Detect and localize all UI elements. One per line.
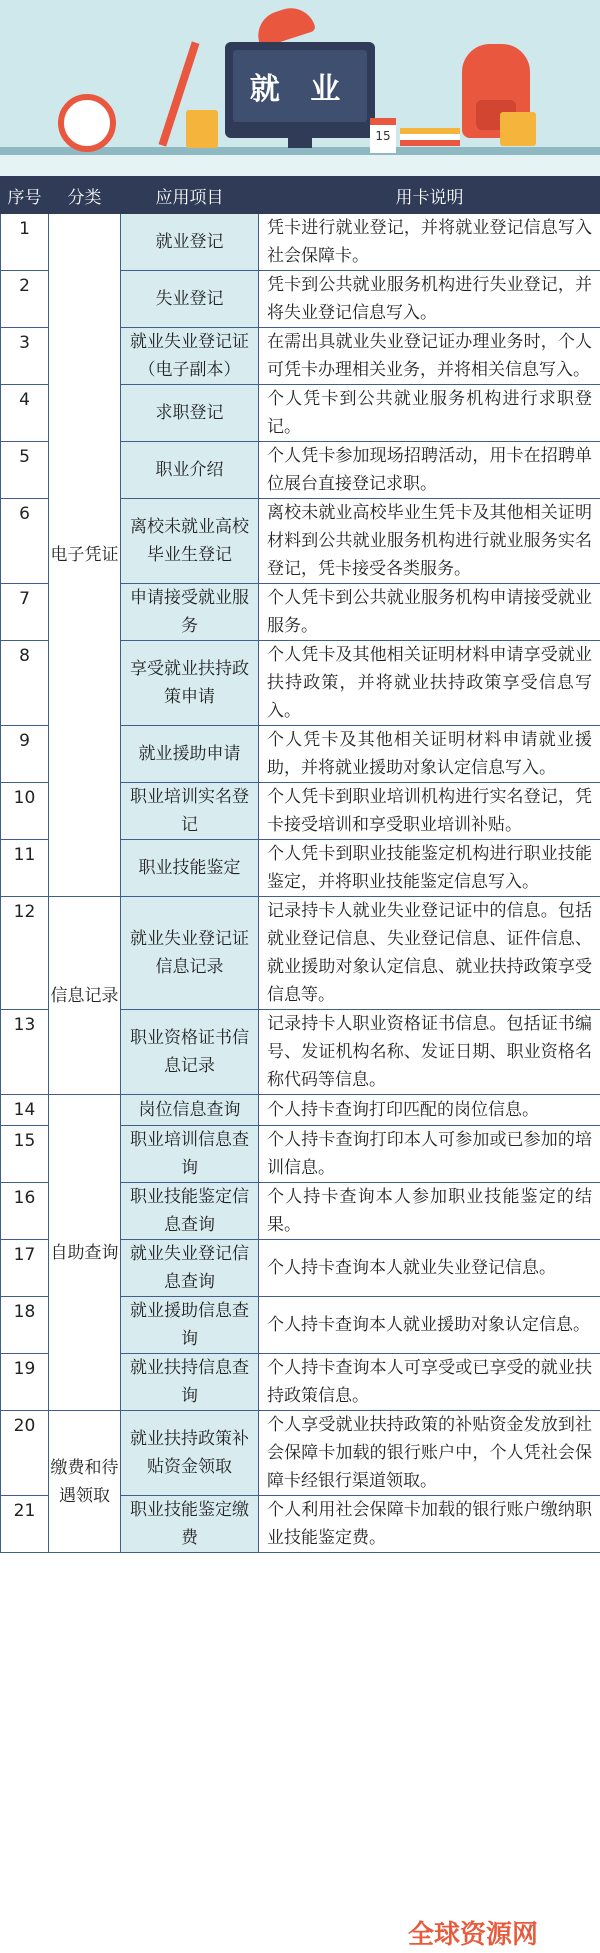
books-icon — [400, 128, 460, 146]
row-number: 6 — [1, 499, 49, 584]
usage-description: 个人持卡查询本人就业援助对象认定信息。 — [259, 1297, 600, 1354]
usage-description: 个人凭卡到职业培训机构进行实名登记，凭卡接受培训和享受职业培训补贴。 — [259, 783, 600, 840]
usage-description: 个人持卡查询本人就业失业登记信息。 — [259, 1240, 600, 1297]
watermark: 全球资源网 — [408, 1920, 539, 1950]
usage-description: 个人凭卡参加现场招聘活动，用卡在招聘单位展台直接登记求职。 — [259, 442, 600, 499]
header-no: 序号 — [1, 177, 49, 214]
usage-description: 个人持卡查询打印本人可参加或已参加的培训信息。 — [259, 1126, 600, 1183]
table-row — [1, 1095, 600, 1126]
row-number: 3 — [1, 328, 49, 385]
usage-description: 个人凭卡及其他相关证明材料申请就业援助，并将就业援助对象认定信息写入。 — [259, 726, 600, 783]
row-number: 2 — [1, 271, 49, 328]
application-item: 职业技能鉴定 — [121, 840, 259, 897]
usage-description: 离校未就业高校毕业生凭卡及其他相关证明材料到公共就业服务机构进行就业服务实名登记，凭卡接受各类服务。 — [259, 499, 600, 584]
application-item: 就业援助申请 — [121, 726, 259, 783]
calendar-icon: 15 — [370, 118, 396, 153]
category-cell: 电子凭证 — [49, 214, 121, 897]
application-item: 就业援助信息查询 — [121, 1297, 259, 1354]
row-number: 21 — [1, 1496, 49, 1553]
row-number: 17 — [1, 1240, 49, 1297]
banner-title: 就 业 — [249, 72, 351, 107]
mug-icon — [500, 112, 536, 146]
table-row — [1, 1411, 600, 1496]
header-item: 应用项目 — [121, 177, 259, 214]
usage-description: 记录持卡人就业失业登记证中的信息。包括就业登记信息、失业登记信息、证件信息、就业援助对象认定信息、就业扶持政策享受信息等。 — [259, 897, 600, 1010]
monitor-screen — [233, 50, 367, 122]
row-number: 10 — [1, 783, 49, 840]
row-number: 16 — [1, 1183, 49, 1240]
category-cell: 缴费和待遇领取 — [49, 1411, 121, 1553]
row-number: 14 — [1, 1095, 49, 1126]
usage-description: 个人凭卡到公共就业服务机构申请接受就业服务。 — [259, 584, 600, 641]
application-item: 享受就业扶持政策申请 — [121, 641, 259, 726]
application-item: 职业资格证书信息记录 — [121, 1010, 259, 1095]
row-number: 9 — [1, 726, 49, 783]
usage-description: 个人凭卡到职业技能鉴定机构进行职业技能鉴定，并将职业技能鉴定信息写入。 — [259, 840, 600, 897]
application-item: 职业技能鉴定缴费 — [121, 1496, 259, 1553]
application-item: 失业登记 — [121, 271, 259, 328]
category-cell: 信息记录 — [49, 897, 121, 1095]
monitor-stand — [288, 138, 312, 148]
desk-surface — [0, 155, 600, 176]
banner-illustration — [0, 0, 600, 176]
usage-description: 记录持卡人职业资格证书信息。包括证书编号、发证机构名称、发证日期、职业资格名称代码等信息。 — [259, 1010, 600, 1095]
usage-description: 个人持卡查询打印匹配的岗位信息。 — [259, 1095, 600, 1126]
application-item: 就业扶持政策补贴资金领取 — [121, 1411, 259, 1496]
usage-description: 个人持卡查询本人参加职业技能鉴定的结果。 — [259, 1183, 600, 1240]
table-body — [1, 214, 600, 1553]
row-number: 13 — [1, 1010, 49, 1095]
application-item: 职业技能鉴定信息查询 — [121, 1183, 259, 1240]
row-number: 19 — [1, 1354, 49, 1411]
application-item: 职业培训实名登记 — [121, 783, 259, 840]
row-number: 20 — [1, 1411, 49, 1496]
category-cell: 自助查询 — [49, 1095, 121, 1411]
row-number: 15 — [1, 1126, 49, 1183]
usage-description: 在需出具就业失业登记证办理业务时，个人可凭卡办理相关业务，并将相关信息写入。 — [259, 328, 600, 385]
application-item: 就业登记 — [121, 214, 259, 271]
employment-card-table — [0, 176, 600, 1553]
usage-description: 凭卡进行就业登记，并将就业登记信息写入社会保障卡。 — [259, 214, 600, 271]
header-category: 分类 — [49, 177, 121, 214]
usage-description: 个人凭卡及其他相关证明材料申请享受就业扶持政策，并将就业扶持政策享受信息写入。 — [259, 641, 600, 726]
header-description: 用卡说明 — [259, 177, 600, 214]
application-item: 岗位信息查询 — [121, 1095, 259, 1126]
row-number: 18 — [1, 1297, 49, 1354]
row-number: 7 — [1, 584, 49, 641]
usage-description: 个人享受就业扶持政策的补贴资金发放到社会保障卡加载的银行账户中，个人凭社会保障卡经银行渠道领取。 — [259, 1411, 600, 1496]
usage-description: 个人凭卡到公共就业服务机构进行求职登记。 — [259, 385, 600, 442]
table-row — [1, 214, 600, 271]
application-item: 求职登记 — [121, 385, 259, 442]
row-number: 11 — [1, 840, 49, 897]
calculator-icon — [186, 110, 218, 148]
row-number: 1 — [1, 214, 49, 271]
usage-description: 个人利用社会保障卡加载的银行账户缴纳职业技能鉴定费。 — [259, 1496, 600, 1553]
application-item: 职业介绍 — [121, 442, 259, 499]
monitor-icon — [225, 42, 375, 138]
table-row — [1, 897, 600, 1010]
table-header-row — [1, 177, 600, 214]
application-item: 离校未就业高校毕业生登记 — [121, 499, 259, 584]
application-item: 就业失业登记证（电子副本） — [121, 328, 259, 385]
row-number: 4 — [1, 385, 49, 442]
row-number: 5 — [1, 442, 49, 499]
usage-description: 凭卡到公共就业服务机构进行失业登记，并将失业登记信息写入。 — [259, 271, 600, 328]
application-item: 就业失业登记信息查询 — [121, 1240, 259, 1297]
application-item: 申请接受就业服务 — [121, 584, 259, 641]
row-number: 12 — [1, 897, 49, 1010]
application-item: 职业培训信息查询 — [121, 1126, 259, 1183]
alarm-clock-icon — [58, 94, 116, 152]
row-number: 8 — [1, 641, 49, 726]
usage-description: 个人持卡查询本人可享受或已享受的就业扶持政策信息。 — [259, 1354, 600, 1411]
application-item: 就业扶持信息查询 — [121, 1354, 259, 1411]
application-item: 就业失业登记证信息记录 — [121, 897, 259, 1010]
